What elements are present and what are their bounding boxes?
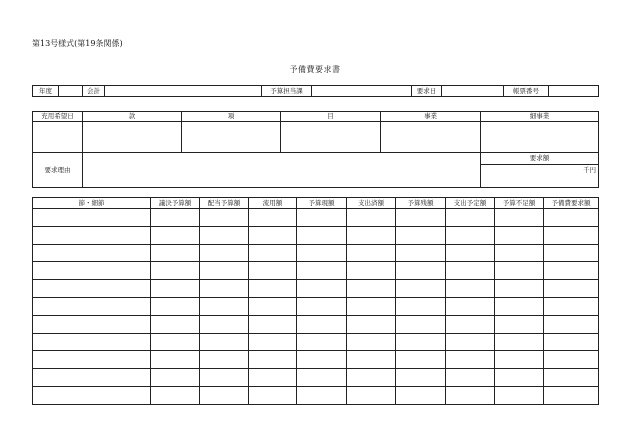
table-cell[interactable]: [495, 315, 544, 333]
table-cell[interactable]: [200, 209, 249, 227]
table-row: [33, 351, 599, 369]
table-cell[interactable]: [297, 315, 347, 333]
table-cell[interactable]: [200, 369, 249, 387]
document-title: 予備費要求書: [289, 65, 341, 74]
col-section: 節・細節: [33, 198, 151, 209]
table-cell[interactable]: [347, 244, 396, 262]
table-cell[interactable]: [347, 262, 396, 280]
table-cell[interactable]: [347, 386, 396, 404]
request-reason-label: 要求理由: [33, 153, 83, 188]
table-cell[interactable]: [200, 244, 249, 262]
table-cell[interactable]: [200, 333, 249, 351]
table-cell[interactable]: [249, 262, 297, 280]
col-desired-date: 充用希望日: [33, 112, 83, 122]
account-label: 会計: [83, 86, 105, 97]
table-cell[interactable]: [33, 280, 151, 298]
table-cell[interactable]: [495, 226, 544, 244]
table-cell[interactable]: [544, 369, 599, 387]
table-cell[interactable]: [33, 369, 151, 387]
budget-rows: [33, 209, 599, 405]
table-cell[interactable]: [446, 280, 495, 298]
table-cell[interactable]: [347, 297, 396, 315]
request-date-label: 要求日: [412, 86, 442, 97]
table-cell[interactable]: [151, 369, 200, 387]
table-cell[interactable]: [151, 297, 200, 315]
table-cell[interactable]: [249, 333, 297, 351]
table-cell[interactable]: [297, 351, 347, 369]
table-cell[interactable]: [297, 369, 347, 387]
table-cell[interactable]: [495, 244, 544, 262]
table-cell[interactable]: [151, 315, 200, 333]
col-remaining-budget: 予算残額: [396, 198, 446, 209]
table-cell[interactable]: [33, 297, 151, 315]
table-cell[interactable]: [151, 280, 200, 298]
col-kou: 項: [182, 112, 281, 122]
table-cell[interactable]: [151, 333, 200, 351]
table-row: [33, 333, 599, 351]
request-amount-field[interactable]: [481, 165, 599, 188]
year-label: 年度: [33, 86, 59, 97]
table-cell[interactable]: [544, 262, 599, 280]
table-cell[interactable]: [446, 369, 495, 387]
form-number: 第13号様式(第19条関係): [32, 39, 123, 48]
table-cell[interactable]: [249, 369, 297, 387]
table-cell[interactable]: [33, 244, 151, 262]
table-cell[interactable]: [495, 386, 544, 404]
table-cell[interactable]: [249, 315, 297, 333]
col-budget-shortfall: 予算不足額: [495, 198, 544, 209]
table-cell[interactable]: [297, 333, 347, 351]
request-reason-field[interactable]: [83, 153, 481, 188]
col-transfer-amount: 流用額: [249, 198, 297, 209]
table-cell[interactable]: [495, 333, 544, 351]
col-current-budget: 予算現額: [297, 198, 347, 209]
table-cell[interactable]: [544, 297, 599, 315]
table-cell[interactable]: [151, 209, 200, 227]
table-cell[interactable]: [396, 386, 446, 404]
table-cell[interactable]: [396, 226, 446, 244]
request-date-field[interactable]: [442, 86, 504, 97]
table-cell[interactable]: [544, 333, 599, 351]
table-cell[interactable]: [151, 386, 200, 404]
moku-field[interactable]: [281, 122, 381, 153]
ledger-number-label: 帳票番号: [504, 86, 549, 97]
budget-breakdown-table: [32, 197, 599, 405]
table-cell[interactable]: [249, 226, 297, 244]
table-cell[interactable]: [446, 244, 495, 262]
table-cell[interactable]: [347, 351, 396, 369]
table-cell[interactable]: [347, 280, 396, 298]
table-cell[interactable]: [249, 244, 297, 262]
table-cell[interactable]: [249, 297, 297, 315]
table-cell[interactable]: [446, 297, 495, 315]
table-cell[interactable]: [200, 315, 249, 333]
table-cell[interactable]: [297, 209, 347, 227]
table-cell[interactable]: [347, 226, 396, 244]
table-cell[interactable]: [446, 315, 495, 333]
table-cell[interactable]: [396, 297, 446, 315]
table-row: [33, 244, 599, 262]
table-row: [33, 262, 599, 280]
table-cell[interactable]: [200, 226, 249, 244]
col-planned-expenditure: 支出予定額: [446, 198, 495, 209]
table-cell[interactable]: [151, 226, 200, 244]
table-row: [33, 209, 599, 227]
table-cell[interactable]: [33, 386, 151, 404]
table-cell[interactable]: [249, 351, 297, 369]
table-cell[interactable]: [200, 280, 249, 298]
table-cell[interactable]: [396, 280, 446, 298]
table-row: [33, 315, 599, 333]
table-cell[interactable]: [151, 351, 200, 369]
budget-dept-field[interactable]: [312, 86, 412, 97]
col-reserve-request: 予備費要求額: [544, 198, 599, 209]
table-cell[interactable]: [544, 351, 599, 369]
table-cell[interactable]: [396, 369, 446, 387]
table-row: [33, 369, 599, 387]
table-row: [33, 297, 599, 315]
col-kan: 款: [83, 112, 182, 122]
table-cell[interactable]: [495, 369, 544, 387]
header-info-table: [32, 85, 599, 97]
table-row: [33, 280, 599, 298]
year-field[interactable]: [59, 86, 83, 97]
table-cell[interactable]: [297, 297, 347, 315]
table-cell[interactable]: [33, 333, 151, 351]
table-cell[interactable]: [495, 280, 544, 298]
table-cell[interactable]: [33, 315, 151, 333]
table-cell[interactable]: [544, 244, 599, 262]
table-cell[interactable]: [297, 226, 347, 244]
col-spent-amount: 支出済額: [347, 198, 396, 209]
table-cell[interactable]: [33, 351, 151, 369]
table-cell[interactable]: [544, 315, 599, 333]
table-cell[interactable]: [446, 262, 495, 280]
table-cell[interactable]: [495, 209, 544, 227]
sub-project-field[interactable]: [481, 122, 599, 153]
table-cell[interactable]: [396, 244, 446, 262]
table-cell[interactable]: [249, 209, 297, 227]
table-row: [33, 386, 599, 404]
request-detail-table: [32, 111, 599, 188]
request-amount-label: 要求額: [481, 153, 599, 165]
table-cell[interactable]: [347, 333, 396, 351]
table-cell[interactable]: [200, 262, 249, 280]
table-cell[interactable]: [297, 280, 347, 298]
table-cell[interactable]: [297, 262, 347, 280]
table-cell[interactable]: [446, 209, 495, 227]
col-moku: 目: [281, 112, 381, 122]
table-cell[interactable]: [544, 386, 599, 404]
col-approved-budget: 議決予算額: [151, 198, 200, 209]
table-cell[interactable]: [396, 262, 446, 280]
table-cell[interactable]: [347, 369, 396, 387]
table-cell[interactable]: [297, 244, 347, 262]
table-cell[interactable]: [33, 209, 151, 227]
table-cell[interactable]: [495, 351, 544, 369]
project-field[interactable]: [381, 122, 481, 153]
table-cell[interactable]: [446, 226, 495, 244]
table-cell[interactable]: [396, 333, 446, 351]
kou-field[interactable]: [182, 122, 281, 153]
table-cell[interactable]: [446, 351, 495, 369]
table-cell[interactable]: [200, 351, 249, 369]
table-cell[interactable]: [544, 209, 599, 227]
table-cell[interactable]: [151, 262, 200, 280]
amount-unit: 千円: [583, 166, 596, 174]
col-allocated-budget: 配当予算額: [200, 198, 249, 209]
table-cell[interactable]: [347, 209, 396, 227]
table-cell[interactable]: [249, 386, 297, 404]
table-cell[interactable]: [396, 315, 446, 333]
budget-dept-label: 予算担当課: [262, 86, 312, 97]
table-cell[interactable]: [544, 226, 599, 244]
table-cell[interactable]: [495, 262, 544, 280]
table-cell[interactable]: [446, 333, 495, 351]
kan-field[interactable]: [83, 122, 182, 153]
table-cell[interactable]: [544, 280, 599, 298]
desired-date-field[interactable]: [33, 122, 83, 153]
table-cell[interactable]: [446, 386, 495, 404]
table-cell[interactable]: [33, 262, 151, 280]
table-cell[interactable]: [396, 351, 446, 369]
table-cell[interactable]: [200, 297, 249, 315]
table-cell[interactable]: [249, 280, 297, 298]
col-sub-project: 細事業: [481, 112, 599, 122]
table-cell[interactable]: [396, 209, 446, 227]
table-cell[interactable]: [200, 386, 249, 404]
account-field[interactable]: [105, 86, 262, 97]
table-cell[interactable]: [33, 226, 151, 244]
table-cell[interactable]: [495, 297, 544, 315]
col-project: 事業: [381, 112, 481, 122]
table-cell[interactable]: [151, 244, 200, 262]
table-cell[interactable]: [297, 386, 347, 404]
ledger-number-field[interactable]: [549, 86, 599, 97]
table-row: [33, 226, 599, 244]
table-cell[interactable]: [347, 315, 396, 333]
